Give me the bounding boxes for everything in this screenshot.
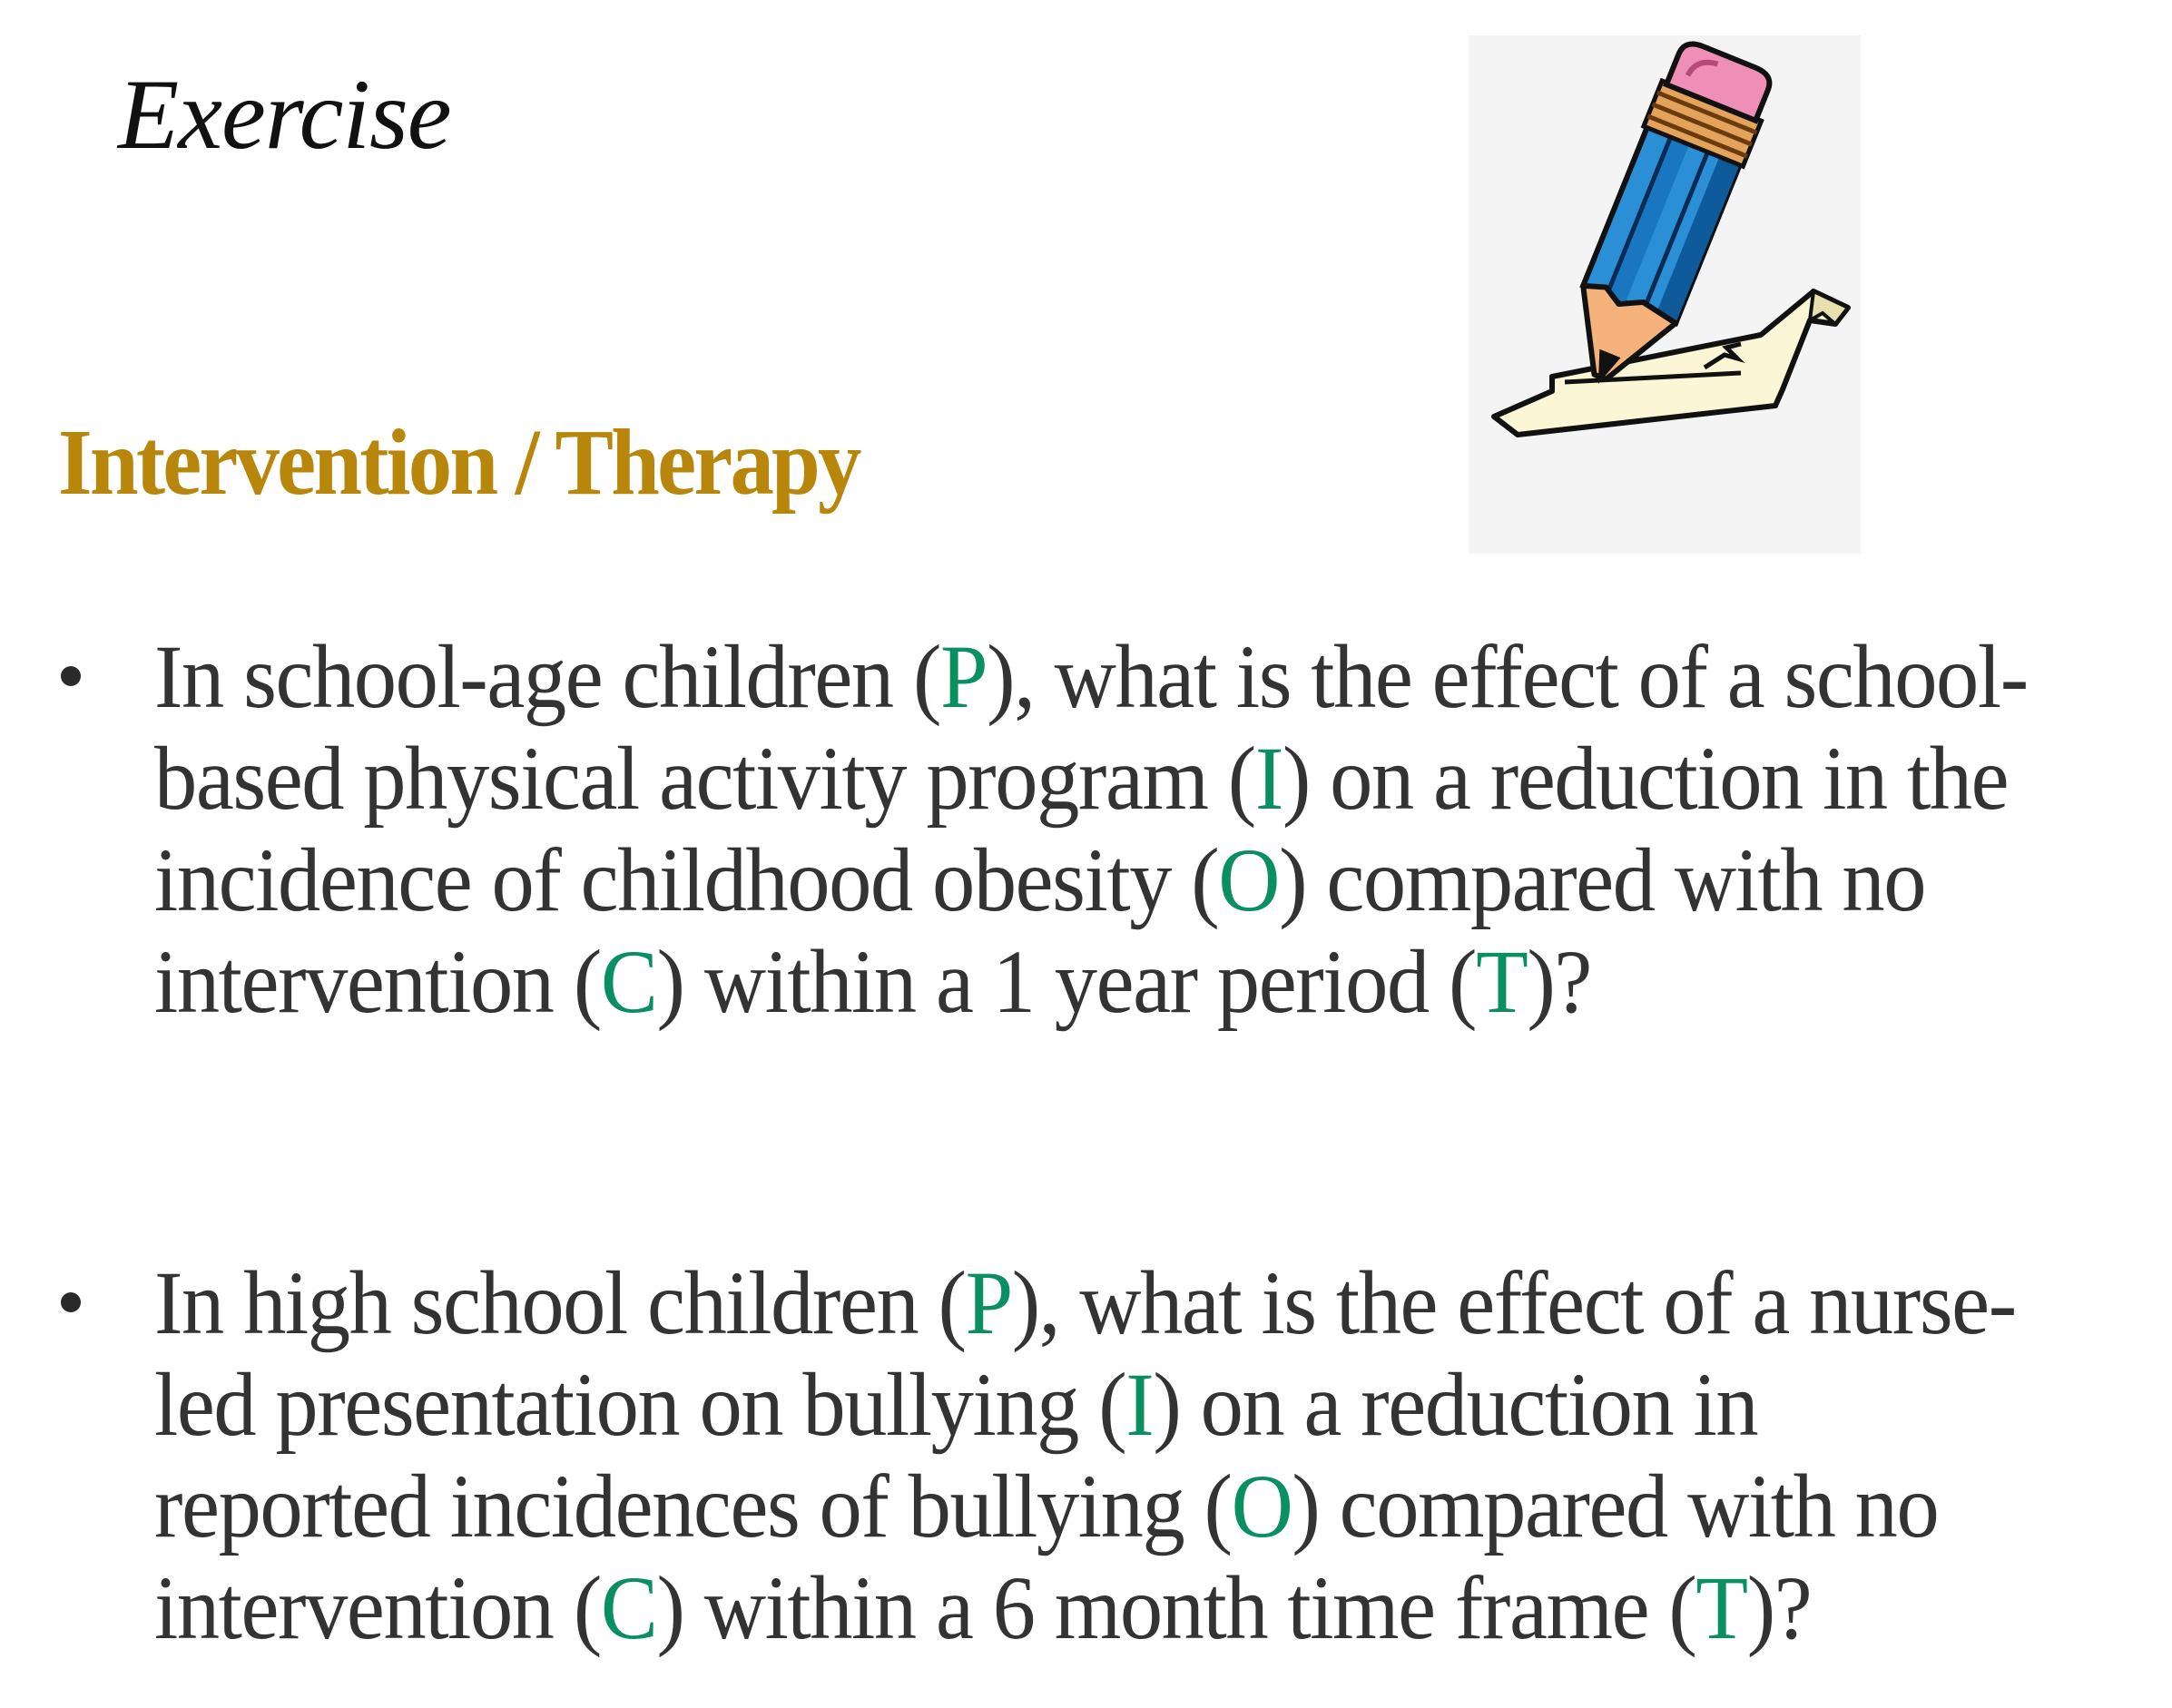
pico-letter-p: P [965, 1252, 1012, 1353]
pencil-writing-on-paper-icon [1469, 35, 1861, 554]
text-line: incidence of childhood obesity (O) compared with no [154, 829, 1926, 930]
pico-letter-t: T [1476, 931, 1528, 1032]
bullet-text-1 [154, 626, 2041, 1033]
bullet-text-2 [154, 1252, 2041, 1659]
bullet-dot-icon [61, 666, 81, 686]
pico-letter-c: C [600, 931, 657, 1032]
text-line: intervention (C) within a 6 month time frame (T)? [154, 1557, 1812, 1658]
pencil-clipart [1469, 35, 1861, 554]
pico-letter-p: P [940, 626, 988, 727]
text-line: based physical activity program (I) on a reduction in the [154, 728, 2009, 829]
pico-letter-i: I [1125, 1354, 1154, 1455]
text-line: led presentation on bullying (I) on a reduction in [154, 1354, 1758, 1455]
pico-letter-o: O [1218, 829, 1280, 930]
slide-title: Exercise [118, 59, 451, 170]
pico-letter-o: O [1231, 1456, 1292, 1556]
pico-letter-i: I [1254, 728, 1283, 829]
text-line: In school-age children (P), what is the effect of a school- [154, 626, 2028, 727]
pico-letter-c: C [600, 1557, 657, 1658]
text-line: In high school children (P), what is the effect of a nurse- [154, 1252, 2016, 1353]
text-line: intervention (C) within a 1 year period (T)? [154, 931, 1591, 1032]
bullet-dot-icon [61, 1292, 81, 1312]
pico-letter-t: T [1695, 1557, 1747, 1658]
text-line: reported incidences of bullying (O) compared with no [154, 1456, 1939, 1556]
section-heading: Intervention / Therapy [58, 410, 860, 515]
